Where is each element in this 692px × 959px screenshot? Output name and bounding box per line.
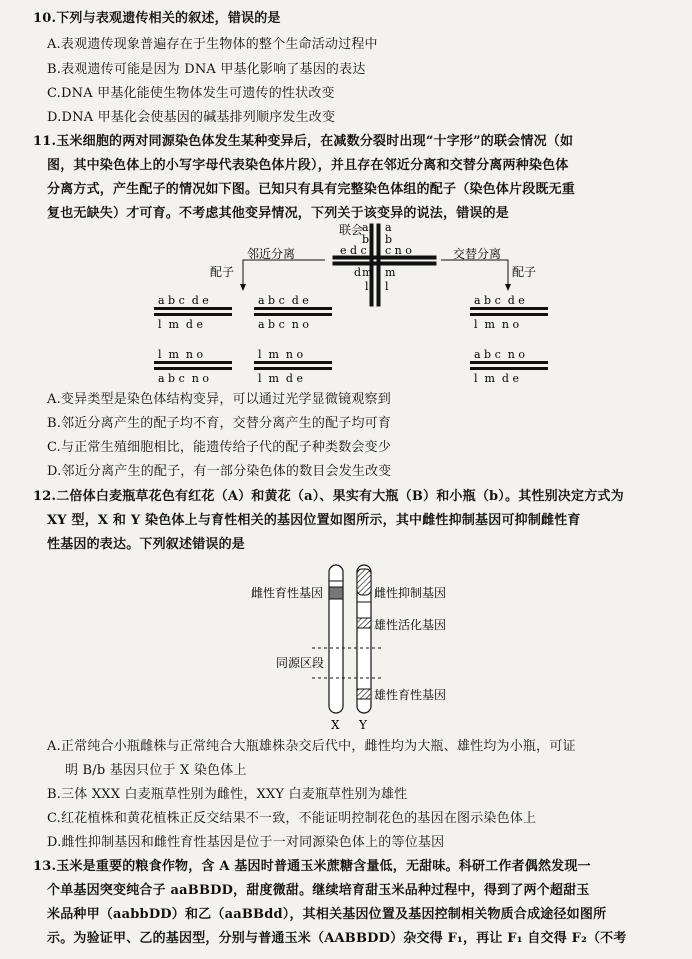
gamete-label-left: 配子 bbox=[210, 265, 235, 279]
female-fertility-gene-label: 雌性育性基因 bbox=[251, 586, 324, 600]
q11-stem-2: 图，其中染色体上的小写字母代表染色体片段），并且存在邻近分离和交替分离两种染色体 bbox=[47, 158, 569, 173]
cross-m-right: m bbox=[385, 266, 396, 279]
gamete-2 bbox=[254, 294, 332, 331]
q12-option-b: B.三体 XXX 白麦瓶草性别为雌性，XXY 白麦瓶草性别为雄性 bbox=[47, 787, 408, 802]
q12-option-a-2: 明 B/b 基因只位于 X 染色体上 bbox=[65, 763, 247, 778]
q11-figure bbox=[0, 218, 692, 390]
q12-option-c: C.红花植株和黄花植株正反交结果不一致，不能证明控制花色的基因在图示染色体上 bbox=[47, 811, 537, 826]
cross-l-left: l bbox=[365, 280, 369, 293]
q11-stem-4: 复也无缺失）才可育。不考虑其他变异情况，下列关于该变异的说法，错误的是 bbox=[47, 206, 510, 221]
y-label: Y bbox=[359, 718, 367, 732]
svg-text:a b c n o: a b c n o bbox=[158, 372, 209, 385]
q11-stem-1: 11.玉米细胞的两对同源染色体发生某种变异后，在减数分裂时出现“十字形”的联会情况（如 bbox=[33, 134, 574, 149]
q12-option-d: D.雌性抑制基因和雌性育性基因是位于一对同源染色体上的等位基因 bbox=[47, 835, 445, 850]
x-label: X bbox=[331, 718, 340, 732]
q12-stem-2: XY 型，X 和 Y 染色体上与育性相关的基因位置如图所示，其中雌性抑制基因可抑制雌性育 bbox=[47, 513, 581, 528]
cross-d: d bbox=[354, 266, 362, 279]
x-chromosome bbox=[329, 565, 343, 713]
female-suppressor-gene-label: 雌性抑制基因 bbox=[374, 586, 447, 600]
svg-text:a b c d e: a b c d e bbox=[158, 294, 209, 307]
q10-option-d: D.DNA 甲基化会使基因的碱基排列顺序发生改变 bbox=[47, 110, 336, 125]
q10-stem: 10.下列与表观遗传相关的叙述，错误的是 bbox=[33, 11, 281, 26]
svg-text:l m n o: l m n o bbox=[158, 348, 204, 361]
cross-top-a2: a bbox=[385, 221, 392, 234]
y-chromosome bbox=[357, 565, 371, 713]
q10-option-c: C.DNA 甲基化能使生物体发生可遗传的性状改变 bbox=[47, 86, 335, 101]
svg-text:a b c d e: a b c d e bbox=[258, 294, 309, 307]
alternate-separation-label: 交替分离 bbox=[453, 247, 502, 261]
q13-stem-2: 个单基因突变纯合子 aaBBDD，甜度微甜。继续培育甜玉米品种过程中，得到了两个超甜玉 bbox=[47, 883, 590, 898]
q12-stem-1: 12.二倍体白麦瓶草花色有红花（A）和黄花（a）、果实有大瓶（B）和小瓶（b）。其性别决定方式为 bbox=[33, 489, 624, 504]
q11-stem-3: 分离方式，产生配子的情况如下图。已知只有具有完整染色体组的配子（染色体片段既无重 bbox=[47, 182, 576, 197]
gamete-label-right: 配子 bbox=[512, 265, 537, 279]
q12-figure bbox=[0, 555, 692, 735]
cross-right: c n o bbox=[385, 244, 412, 257]
gamete-1 bbox=[154, 294, 232, 331]
cross-top-b2: b bbox=[385, 233, 393, 246]
q11-option-b: B.邻近分离产生的配子均不育，交替分离产生的配子均可育 bbox=[47, 416, 392, 431]
male-activation-gene-label: 雄性活化基因 bbox=[374, 618, 447, 632]
cross-top-b: b bbox=[362, 233, 370, 246]
gamete-4 bbox=[254, 348, 332, 385]
cross-top-a: a bbox=[362, 221, 369, 234]
svg-text:a b c n o: a b c n o bbox=[258, 318, 309, 331]
male-fertility-gene-label: 雄性育性基因 bbox=[374, 688, 447, 702]
q10-option-b: B.表观遗传可能是因为 DNA 甲基化影响了基因的表达 bbox=[47, 62, 366, 77]
svg-text:l m d e: l m d e bbox=[158, 318, 203, 331]
q13-stem-4: 示。为验证甲、乙的基因型，分别与普通玉米（AABBDD）杂交得 F₁，再让 F₁ 自交得 F₂（不考 bbox=[47, 931, 627, 946]
gamete-3 bbox=[154, 348, 232, 385]
q13-stem-1: 13.玉米是重要的粮食作物，含 A 基因时普通玉米蔗糖含量低，无甜味。科研工作者偶然发现一 bbox=[33, 859, 591, 874]
synapsis-label: 联会 bbox=[339, 223, 364, 237]
gamete-5 bbox=[470, 294, 548, 331]
svg-text:l m d e: l m d e bbox=[258, 372, 303, 385]
q12-stem-3: 性基因的表达。下列叙述错误的是 bbox=[47, 537, 246, 552]
homologous-region-label: 同源区段 bbox=[276, 656, 325, 670]
svg-text:l m n o: l m n o bbox=[474, 318, 520, 331]
adjacent-separation-label: 邻近分离 bbox=[247, 247, 296, 261]
svg-text:l m n o: l m n o bbox=[258, 348, 304, 361]
cross-m-left: m bbox=[362, 266, 373, 279]
svg-text:a b c n o: a b c n o bbox=[474, 348, 525, 361]
cross-l-right: l bbox=[385, 280, 389, 293]
q11-option-c: C.与正常生殖细胞相比，能遗传给子代的配子种类数会变少 bbox=[47, 440, 392, 455]
q13-stem-3: 米品种甲（aabbDD）和乙（aaBBdd），其相关基因位置及基因控制相关物质合成途径如图所 bbox=[47, 907, 607, 922]
q11-option-a: A.变异类型是染色体结构变异，可以通过光学显微镜观察到 bbox=[47, 392, 391, 407]
q11-option-d: D.邻近分离产生的配子，有一部分染色体的数目会发生改变 bbox=[47, 464, 392, 479]
svg-text:l m d e: l m d e bbox=[474, 372, 519, 385]
cross-left: e d c bbox=[340, 244, 367, 257]
q12-option-a-1: A.正常纯合小瓶雌株与正常纯合大瓶雄株杂交后代中，雌性均为大瓶、雄性均为小瓶，可证 bbox=[47, 739, 576, 754]
q10-option-a: A.表观遗传现象普遍存在于生物体的整个生命活动过程中 bbox=[47, 37, 378, 52]
svg-text:a b c d e: a b c d e bbox=[474, 294, 525, 307]
gamete-6 bbox=[470, 348, 548, 385]
